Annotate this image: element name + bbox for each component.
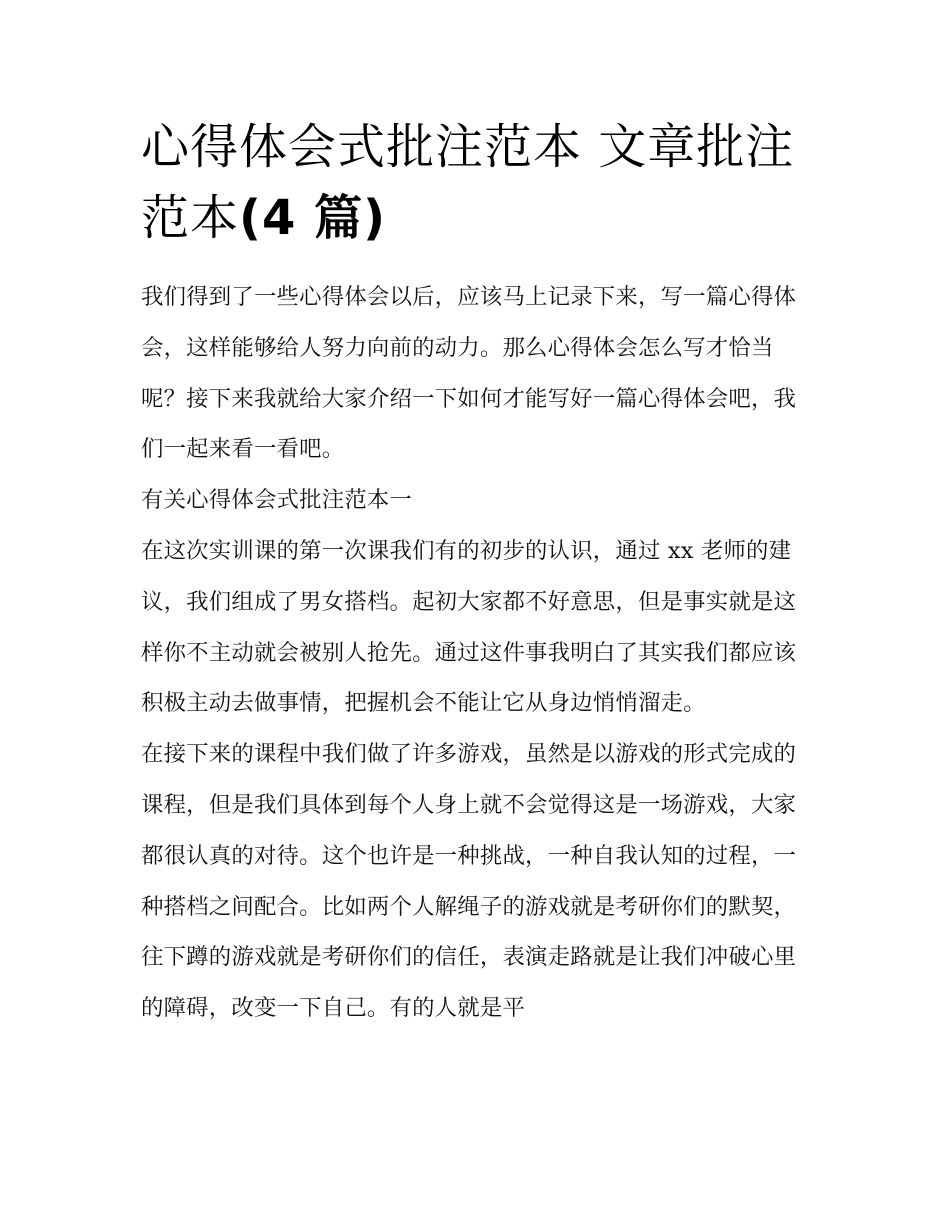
document-title [141,112,816,254]
section-1-paragraph-1: 在这次实训课的第一次课我们有的初步的认识，通过 xx 老师的建议，我们组成了男女搭档。起初大家都不好意思，但是事实就是这样你不主动就会被别人抢先。通过这件事我明白了其实我们都应该积极主动去做事情，把握机会不能让它从身边悄悄溜走。 [141,537,797,717]
document-content [141,112,816,1034]
title-line-2-suffix: (4 篇) [239,190,387,246]
section-1-paragraph-2: 在接下来的课程中我们做了许多游戏，虽然是以游戏的形式完成的课程，但是我们具体到每个人身上就不会觉得这是一场游戏，大家都很认真的对待。这个也许是一种挑战，一种自我认知的过程，一种搭档之间配合。比如两个人解绳子的游戏就是考研你们的默契，往下蹲的游戏就是考研你们的信任，表演走路就是让我们冲破心里的障碍，改变一下自己。有的人就是平 [141,741,797,1022]
title-line-2-prefix: 范本 [141,190,240,246]
title-line-1: 心得体会式批注范本 文章批注 [141,119,795,175]
section-1-heading: 有关心得体会式批注范本一 [141,487,413,514]
intro-paragraph: 我们得到了一些心得体会以后，应该马上记录下来，写一篇心得体会，这样能够给人努力向前的动力。那么心得体会怎么写才恰当呢？接下来我就给大家介绍一下如何才能写好一篇心得体会吧，我们一起来看一看吧。 [141,284,797,463]
